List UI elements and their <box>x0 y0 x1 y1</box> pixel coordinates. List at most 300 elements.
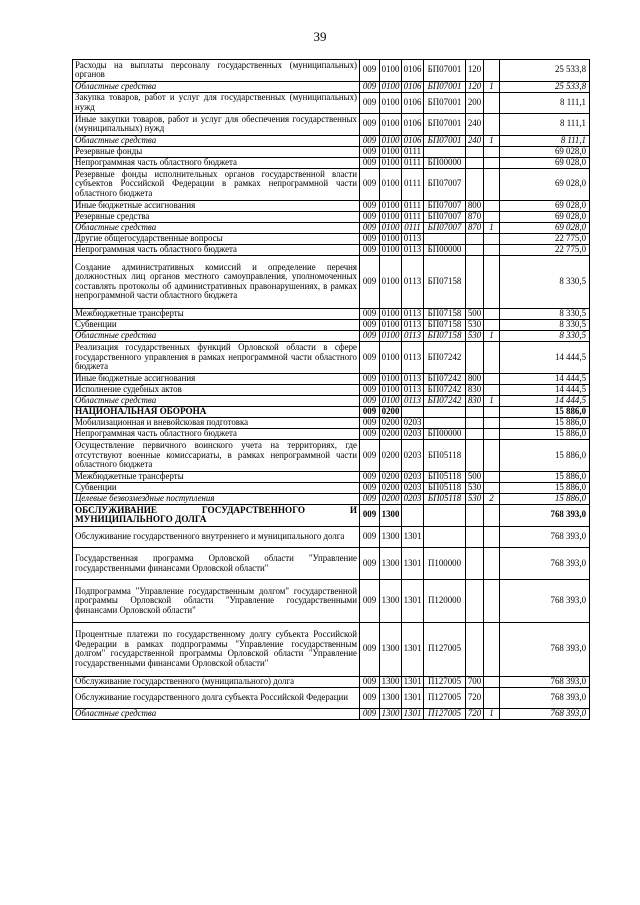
row-amount: 15 886,0 <box>500 472 590 483</box>
table-row <box>73 472 590 483</box>
table-row <box>73 623 590 677</box>
row-funding-source <box>484 440 500 472</box>
row-expense-kind: 500 <box>466 472 484 483</box>
row-subsection-code: 1301 <box>402 526 424 548</box>
row-expense-kind <box>466 233 484 244</box>
row-subsection-code: 0113 <box>402 331 424 342</box>
row-expense-kind <box>466 146 484 157</box>
table-row <box>73 331 590 342</box>
table-row <box>73 146 590 157</box>
row-name: Создание административных комиссий и определение перечня должностных лиц органов местного самоуправления, уполномоченных составлять протоколы об административных правонарушениях, в рамках непрограммной части областного бюджета <box>73 255 360 309</box>
row-amount: 768 393,0 <box>500 676 590 687</box>
table-row <box>73 60 590 82</box>
row-subsection-code <box>402 407 424 418</box>
row-expense-kind: 720 <box>466 709 484 720</box>
row-item-code: БП00000 <box>424 244 466 255</box>
row-section-code: 0100 <box>380 81 402 92</box>
row-expense-kind <box>466 440 484 472</box>
row-funding-source <box>484 687 500 709</box>
row-name: Областные средства <box>73 222 360 233</box>
row-expense-kind <box>466 505 484 527</box>
row-item-code: БП07007 <box>424 168 466 200</box>
row-name: Субвенции <box>73 483 360 494</box>
row-item-code: БП05118 <box>424 440 466 472</box>
table-row <box>73 157 590 168</box>
row-name: Непрограммная часть областного бюджета <box>73 244 360 255</box>
row-funding-source: 1 <box>484 709 500 720</box>
row-amount: 15 886,0 <box>500 494 590 505</box>
row-expense-kind: 120 <box>466 60 484 82</box>
table-row <box>73 92 590 114</box>
row-item-code: БП00000 <box>424 429 466 440</box>
row-item-code: П100000 <box>424 548 466 580</box>
table-row <box>73 222 590 233</box>
table-row <box>73 526 590 548</box>
row-expense-kind: 830 <box>466 396 484 407</box>
row-item-code: БП07158 <box>424 309 466 320</box>
row-name: Исполнение судебных актов <box>73 385 360 396</box>
row-funding-source <box>484 526 500 548</box>
row-item-code: БП07158 <box>424 255 466 309</box>
row-funding-source <box>484 255 500 309</box>
row-item-code: БП05118 <box>424 494 466 505</box>
row-subsection-code: 0113 <box>402 233 424 244</box>
row-name: ОБСЛУЖИВАНИЕ ГОСУДАРСТВЕННОГО И МУНИЦИПАЛЬНОГО ДОЛГА <box>73 505 360 527</box>
row-admin-code: 009 <box>360 114 380 136</box>
row-funding-source <box>484 114 500 136</box>
row-item-code <box>424 526 466 548</box>
row-item-code: БП07001 <box>424 114 466 136</box>
row-name: Резервные фонды исполнительных органов государственной власти субъектов Российской Федерации в рамках непрограммной части областного бюджета <box>73 168 360 200</box>
row-funding-source <box>484 233 500 244</box>
row-amount: 8 111,1 <box>500 92 590 114</box>
table-row <box>73 342 590 374</box>
row-item-code: БП07001 <box>424 92 466 114</box>
row-admin-code: 009 <box>360 483 380 494</box>
row-expense-kind <box>466 526 484 548</box>
row-section-code: 0200 <box>380 429 402 440</box>
row-admin-code: 009 <box>360 309 380 320</box>
row-subsection-code: 0111 <box>402 168 424 200</box>
row-item-code: БП07242 <box>424 396 466 407</box>
row-name: Иные бюджетные ассигнования <box>73 374 360 385</box>
row-funding-source <box>484 385 500 396</box>
row-admin-code: 009 <box>360 211 380 222</box>
row-amount: 768 393,0 <box>500 687 590 709</box>
row-amount: 768 393,0 <box>500 709 590 720</box>
row-section-code: 0100 <box>380 92 402 114</box>
table-row <box>73 255 590 309</box>
row-name: Закупка товаров, работ и услуг для государственных (муниципальных) нужд <box>73 92 360 114</box>
row-item-code: П127005 <box>424 687 466 709</box>
row-expense-kind: 530 <box>466 494 484 505</box>
row-section-code: 0100 <box>380 222 402 233</box>
row-item-code: БП05118 <box>424 483 466 494</box>
row-subsection-code: 0113 <box>402 342 424 374</box>
row-amount: 15 886,0 <box>500 483 590 494</box>
table-row <box>73 709 590 720</box>
row-name: НАЦИОНАЛЬНАЯ ОБОРОНА <box>73 407 360 418</box>
row-section-code: 0100 <box>380 233 402 244</box>
row-admin-code: 009 <box>360 168 380 200</box>
row-funding-source <box>484 309 500 320</box>
row-amount: 14 444,5 <box>500 385 590 396</box>
row-amount: 768 393,0 <box>500 548 590 580</box>
row-name: Иные бюджетные ассигнования <box>73 200 360 211</box>
row-amount: 14 444,5 <box>500 374 590 385</box>
row-subsection-code: 1301 <box>402 548 424 580</box>
row-item-code: БП07001 <box>424 81 466 92</box>
row-subsection-code: 0111 <box>402 146 424 157</box>
row-subsection-code: 1301 <box>402 709 424 720</box>
row-name: Другие общегосударственные вопросы <box>73 233 360 244</box>
row-expense-kind: 800 <box>466 374 484 385</box>
row-admin-code: 009 <box>360 244 380 255</box>
row-funding-source <box>484 157 500 168</box>
row-section-code: 0200 <box>380 440 402 472</box>
row-subsection-code: 0203 <box>402 440 424 472</box>
row-subsection-code: 0111 <box>402 200 424 211</box>
row-subsection-code: 0106 <box>402 114 424 136</box>
row-name: Обслуживание государственного внутреннего и муниципального долга <box>73 526 360 548</box>
row-admin-code: 009 <box>360 407 380 418</box>
row-funding-source <box>484 374 500 385</box>
row-name: Государственная программа Орловской области "Управление государственными финансами Орловской области" <box>73 548 360 580</box>
row-expense-kind <box>466 548 484 580</box>
row-admin-code: 009 <box>360 623 380 677</box>
row-amount: 15 886,0 <box>500 418 590 429</box>
row-section-code: 0100 <box>380 396 402 407</box>
row-section-code: 0100 <box>380 244 402 255</box>
row-section-code: 0200 <box>380 418 402 429</box>
row-admin-code: 009 <box>360 429 380 440</box>
row-admin-code: 009 <box>360 92 380 114</box>
table-row <box>73 200 590 211</box>
row-amount: 69 028,0 <box>500 200 590 211</box>
row-amount: 69 028,0 <box>500 168 590 200</box>
row-funding-source <box>484 580 500 623</box>
row-funding-source <box>484 676 500 687</box>
row-subsection-code: 1301 <box>402 580 424 623</box>
row-funding-source <box>484 418 500 429</box>
row-funding-source <box>484 407 500 418</box>
row-subsection-code: 0113 <box>402 255 424 309</box>
row-funding-source <box>484 623 500 677</box>
row-section-code: 1300 <box>380 623 402 677</box>
row-admin-code: 009 <box>360 580 380 623</box>
row-section-code: 0100 <box>380 331 402 342</box>
row-admin-code: 009 <box>360 81 380 92</box>
row-name: Реализация государственных функций Орловской области в сфере государственного управления в рамках непрограммной части областного бюджета <box>73 342 360 374</box>
row-item-code: БП07001 <box>424 60 466 82</box>
row-amount: 22 775,0 <box>500 233 590 244</box>
row-section-code: 0200 <box>380 494 402 505</box>
row-item-code: БП07158 <box>424 331 466 342</box>
row-expense-kind <box>466 407 484 418</box>
row-amount: 69 028,0 <box>500 211 590 222</box>
row-expense-kind <box>466 157 484 168</box>
row-section-code: 0100 <box>380 146 402 157</box>
row-section-code: 1300 <box>380 526 402 548</box>
row-subsection-code: 0203 <box>402 483 424 494</box>
row-item-code: БП07242 <box>424 342 466 374</box>
table-row <box>73 385 590 396</box>
row-funding-source: 1 <box>484 222 500 233</box>
table-row <box>73 114 590 136</box>
row-admin-code: 009 <box>360 320 380 331</box>
row-admin-code: 009 <box>360 135 380 146</box>
row-funding-source <box>484 320 500 331</box>
row-expense-kind: 870 <box>466 211 484 222</box>
row-admin-code: 009 <box>360 440 380 472</box>
table-row <box>73 309 590 320</box>
row-admin-code: 009 <box>360 526 380 548</box>
row-name: Областные средства <box>73 396 360 407</box>
page-number: 39 <box>313 29 327 44</box>
row-amount: 8 330,5 <box>500 331 590 342</box>
table-row <box>73 407 590 418</box>
table-row <box>73 676 590 687</box>
row-expense-kind <box>466 168 484 200</box>
row-section-code: 0200 <box>380 483 402 494</box>
row-funding-source <box>484 483 500 494</box>
row-subsection-code: 0113 <box>402 385 424 396</box>
row-subsection-code: 0111 <box>402 157 424 168</box>
table-row <box>73 494 590 505</box>
row-item-code: БП07158 <box>424 320 466 331</box>
row-name: Иные закупки товаров, работ и услуг для обеспечения государственных (муниципальных) нужд <box>73 114 360 136</box>
table-row <box>73 211 590 222</box>
row-funding-source <box>484 146 500 157</box>
row-amount: 69 028,0 <box>500 157 590 168</box>
row-section-code: 0100 <box>380 60 402 82</box>
table-row <box>73 233 590 244</box>
row-amount: 14 444,5 <box>500 396 590 407</box>
row-admin-code: 009 <box>360 146 380 157</box>
row-expense-kind <box>466 429 484 440</box>
row-name: Областные средства <box>73 135 360 146</box>
row-funding-source <box>484 472 500 483</box>
row-expense-kind: 530 <box>466 331 484 342</box>
row-admin-code: 009 <box>360 472 380 483</box>
row-admin-code: 009 <box>360 676 380 687</box>
row-section-code: 0200 <box>380 407 402 418</box>
row-funding-source <box>484 168 500 200</box>
row-expense-kind: 530 <box>466 320 484 331</box>
row-subsection-code: 1301 <box>402 687 424 709</box>
row-amount: 8 330,5 <box>500 309 590 320</box>
row-subsection-code: 0106 <box>402 60 424 82</box>
row-section-code: 1300 <box>380 548 402 580</box>
row-subsection-code: 0113 <box>402 396 424 407</box>
row-subsection-code: 1301 <box>402 623 424 677</box>
table-row <box>73 81 590 92</box>
table-row <box>73 440 590 472</box>
row-subsection-code: 0111 <box>402 222 424 233</box>
row-item-code: П127005 <box>424 676 466 687</box>
row-amount: 768 393,0 <box>500 526 590 548</box>
table-row <box>73 320 590 331</box>
row-amount: 14 444,5 <box>500 342 590 374</box>
row-item-code: БП07007 <box>424 211 466 222</box>
row-name: Обслуживание государственного долга субъекта Российской Федерации <box>73 687 360 709</box>
row-funding-source <box>484 244 500 255</box>
row-item-code: БП07007 <box>424 222 466 233</box>
row-funding-source <box>484 429 500 440</box>
row-item-code: БП07242 <box>424 385 466 396</box>
row-amount: 15 886,0 <box>500 429 590 440</box>
budget-table-body <box>73 60 590 720</box>
row-expense-kind <box>466 418 484 429</box>
row-section-code: 1300 <box>380 687 402 709</box>
row-name: Процентные платежи по государственному долгу субъекта Российской Федерации в рамках подпрограммы "Управление государственным долгом" государственной программы Орловской области "Управление государственными финансами Орловской области" <box>73 623 360 677</box>
row-section-code: 0200 <box>380 472 402 483</box>
table-row <box>73 505 590 527</box>
row-item-code: П120000 <box>424 580 466 623</box>
row-name: Целевые безвозмездные поступления <box>73 494 360 505</box>
row-name: Межбюджетные трансферты <box>73 472 360 483</box>
row-name: Субвенции <box>73 320 360 331</box>
row-subsection-code: 0203 <box>402 494 424 505</box>
row-section-code: 0100 <box>380 200 402 211</box>
row-section-code: 0100 <box>380 211 402 222</box>
row-amount: 768 393,0 <box>500 580 590 623</box>
row-name: Областные средства <box>73 81 360 92</box>
row-admin-code: 009 <box>360 342 380 374</box>
row-admin-code: 009 <box>360 548 380 580</box>
row-admin-code: 009 <box>360 687 380 709</box>
table-row <box>73 687 590 709</box>
budget-table <box>72 59 590 720</box>
row-section-code: 0100 <box>380 309 402 320</box>
row-admin-code: 009 <box>360 418 380 429</box>
row-amount: 768 393,0 <box>500 505 590 527</box>
row-amount: 8 330,5 <box>500 320 590 331</box>
row-item-code: БП05118 <box>424 472 466 483</box>
row-admin-code: 009 <box>360 233 380 244</box>
row-section-code: 0100 <box>380 374 402 385</box>
row-amount: 25 533,8 <box>500 60 590 82</box>
row-expense-kind: 240 <box>466 114 484 136</box>
row-expense-kind <box>466 255 484 309</box>
row-amount: 8 111,1 <box>500 135 590 146</box>
row-subsection-code: 0113 <box>402 374 424 385</box>
table-row <box>73 135 590 146</box>
row-expense-kind: 240 <box>466 135 484 146</box>
row-name: Резервные фонды <box>73 146 360 157</box>
row-subsection-code: 0203 <box>402 429 424 440</box>
row-expense-kind: 500 <box>466 309 484 320</box>
row-subsection-code: 1301 <box>402 676 424 687</box>
row-admin-code: 009 <box>360 222 380 233</box>
row-subsection-code: 0113 <box>402 244 424 255</box>
row-name: Областные средства <box>73 331 360 342</box>
table-row <box>73 168 590 200</box>
row-amount: 22 775,0 <box>500 244 590 255</box>
row-expense-kind <box>466 342 484 374</box>
row-section-code: 0100 <box>380 168 402 200</box>
row-admin-code: 009 <box>360 255 380 309</box>
row-item-code: БП07007 <box>424 200 466 211</box>
row-name: Непрограммная часть областного бюджета <box>73 157 360 168</box>
row-amount: 15 886,0 <box>500 440 590 472</box>
row-name: Расходы на выплаты персоналу государственных (муниципальных) органов <box>73 60 360 82</box>
row-funding-source: 1 <box>484 396 500 407</box>
row-funding-source: 2 <box>484 494 500 505</box>
row-admin-code: 009 <box>360 505 380 527</box>
row-section-code: 0100 <box>380 385 402 396</box>
row-item-code: П127005 <box>424 623 466 677</box>
row-section-code: 0100 <box>380 255 402 309</box>
row-name: Межбюджетные трансферты <box>73 309 360 320</box>
row-funding-source <box>484 505 500 527</box>
row-section-code: 1300 <box>380 676 402 687</box>
row-subsection-code: 0111 <box>402 211 424 222</box>
row-amount: 69 028,0 <box>500 222 590 233</box>
row-name: Осуществление первичного воинского учета на территориях, где отсутствуют военные комиссариаты, в рамках непрограммной части областного бюджета <box>73 440 360 472</box>
row-amount: 8 330,5 <box>500 255 590 309</box>
row-section-code: 1300 <box>380 505 402 527</box>
row-section-code: 0100 <box>380 320 402 331</box>
row-subsection-code: 0106 <box>402 135 424 146</box>
row-funding-source <box>484 60 500 82</box>
table-row <box>73 548 590 580</box>
row-admin-code: 009 <box>360 385 380 396</box>
row-amount: 768 393,0 <box>500 623 590 677</box>
row-name: Областные средства <box>73 709 360 720</box>
row-expense-kind <box>466 580 484 623</box>
row-funding-source <box>484 548 500 580</box>
row-item-code: БП00000 <box>424 157 466 168</box>
row-subsection-code: 0113 <box>402 309 424 320</box>
row-expense-kind: 800 <box>466 200 484 211</box>
row-section-code: 1300 <box>380 580 402 623</box>
row-admin-code: 009 <box>360 396 380 407</box>
row-item-code: БП07242 <box>424 374 466 385</box>
row-admin-code: 009 <box>360 60 380 82</box>
table-row <box>73 396 590 407</box>
table-row <box>73 374 590 385</box>
row-amount: 25 533,8 <box>500 81 590 92</box>
row-amount: 69 028,0 <box>500 146 590 157</box>
row-expense-kind: 700 <box>466 676 484 687</box>
row-subsection-code: 0106 <box>402 92 424 114</box>
row-admin-code: 009 <box>360 331 380 342</box>
table-row <box>73 580 590 623</box>
table-row <box>73 483 590 494</box>
row-section-code: 0100 <box>380 342 402 374</box>
table-row <box>73 429 590 440</box>
row-item-code <box>424 407 466 418</box>
row-amount: 15 886,0 <box>500 407 590 418</box>
row-expense-kind: 530 <box>466 483 484 494</box>
table-row <box>73 244 590 255</box>
row-funding-source: 1 <box>484 135 500 146</box>
row-name: Мобилизационная и вневойсковая подготовка <box>73 418 360 429</box>
row-expense-kind: 720 <box>466 687 484 709</box>
row-admin-code: 009 <box>360 494 380 505</box>
row-funding-source <box>484 200 500 211</box>
row-admin-code: 009 <box>360 709 380 720</box>
row-funding-source <box>484 211 500 222</box>
row-funding-source <box>484 342 500 374</box>
row-funding-source: 1 <box>484 331 500 342</box>
row-expense-kind <box>466 623 484 677</box>
row-name: Обслуживание государственного (муниципального) долга <box>73 676 360 687</box>
row-funding-source <box>484 92 500 114</box>
table-row <box>73 418 590 429</box>
row-funding-source: 1 <box>484 81 500 92</box>
